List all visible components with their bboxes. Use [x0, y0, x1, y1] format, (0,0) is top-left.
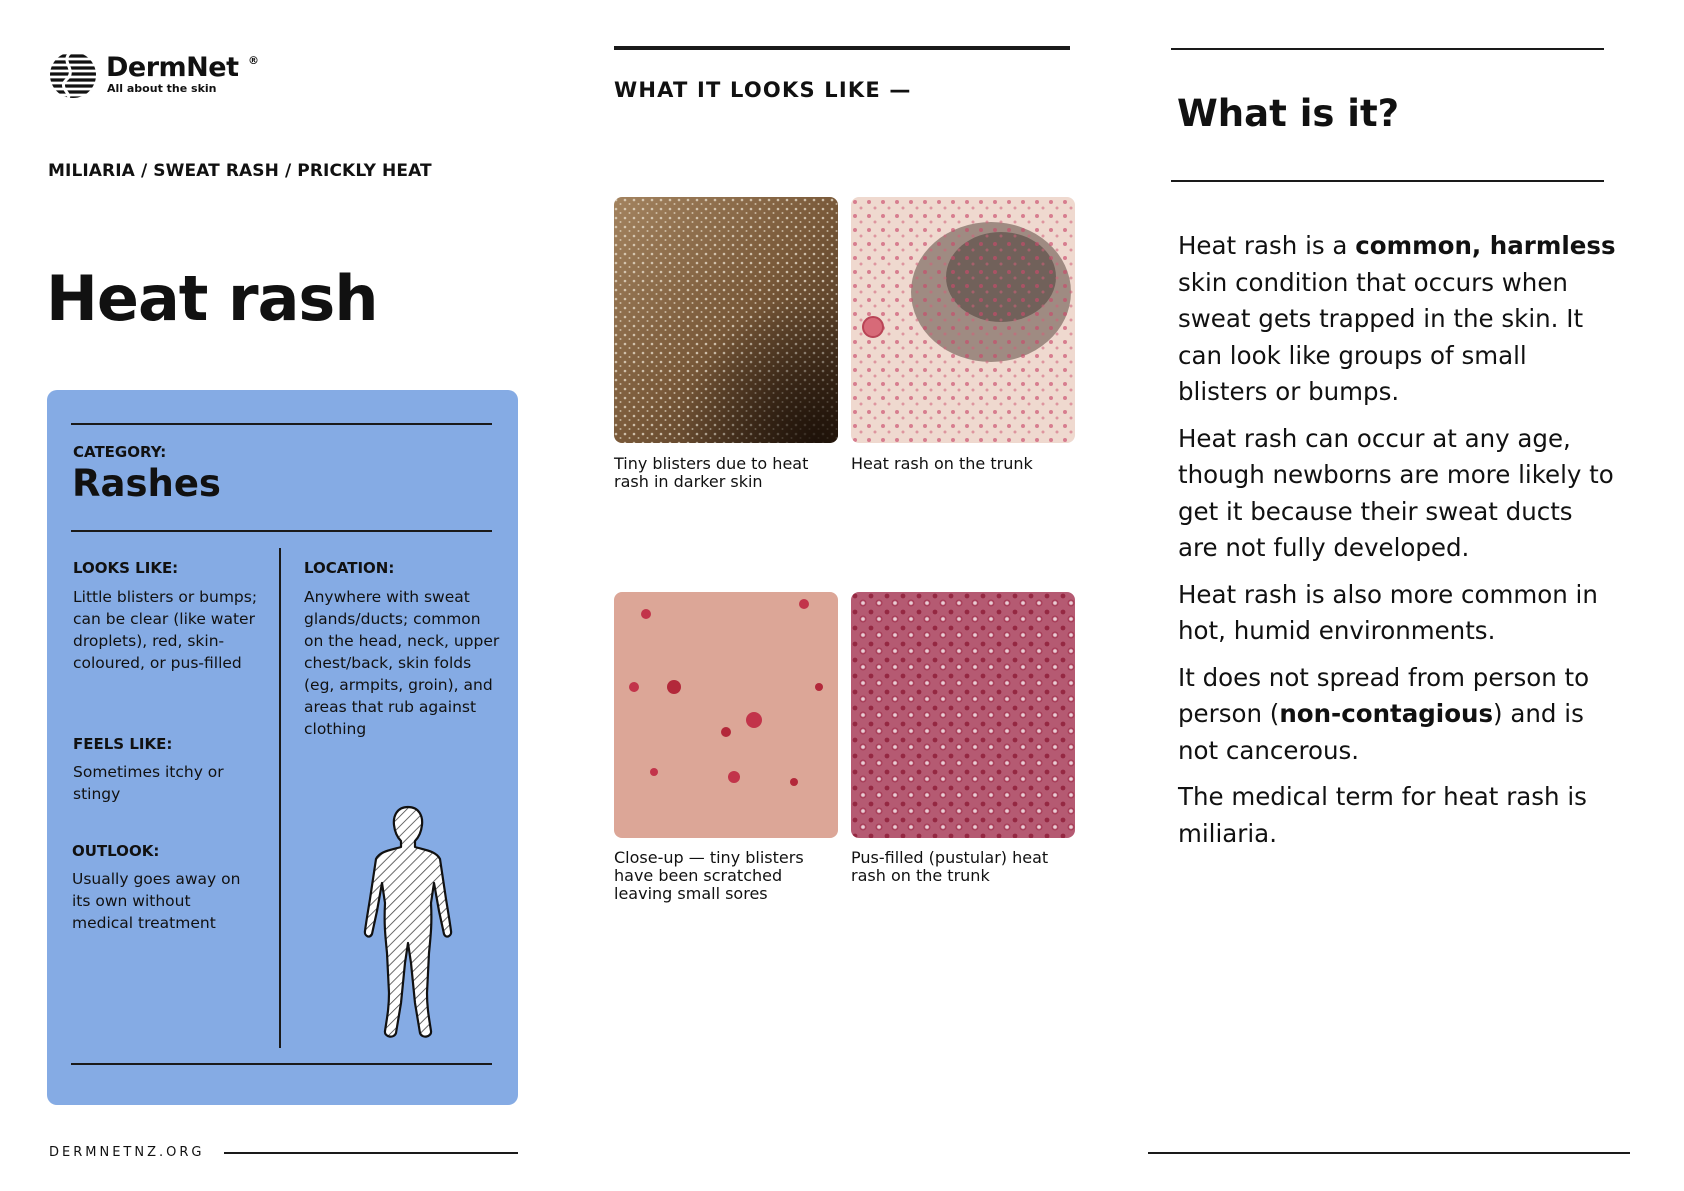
about-top-rule [1171, 48, 1604, 50]
site-url[interactable]: DERMNETNZ.ORG [49, 1145, 205, 1160]
footer-rule-left [224, 1152, 518, 1154]
looks-like-text: Little blisters or bumps; can be clear (like water droplets), red, skin-coloured, or pus-filled [73, 588, 258, 672]
location-label: LOCATION: [304, 559, 395, 577]
about-heading: What is it? [1177, 92, 1400, 135]
photo-scratched-sores[interactable] [614, 592, 838, 838]
dermnet-logo[interactable] [48, 50, 268, 100]
feels-like-text: Sometimes itchy or stingy [73, 763, 224, 803]
looks-like-label: LOOKS LIKE: [73, 559, 179, 577]
feels-like-label: FEELS LIKE: [73, 735, 173, 753]
card-mid-rule [71, 530, 492, 532]
caption-darker-skin-blisters: Tiny blisters due to heat rash in darker skin [614, 454, 809, 491]
card-top-rule [71, 423, 492, 425]
dermnet-globe-icon [48, 50, 98, 100]
caption-trunk-rash: Heat rash on the trunk [851, 454, 1033, 473]
brand-name: DermNet [106, 52, 239, 83]
info-card [47, 390, 518, 1105]
breadcrumb: MILIARIA / SWEAT RASH / PRICKLY HEAT [48, 161, 432, 181]
about-paragraph-3: Heat rash is also more common in hot, humid environments. [1178, 579, 1598, 645]
location-text: Anywhere with sweat glands/ducts; common on the head, neck, upper chest/back, skin folds (eg, armpits, groin), and areas that rub against clothing [304, 588, 500, 738]
outlook-text: Usually goes away on its own without medical treatment [72, 870, 241, 932]
about-paragraph-2: Heat rash can occur at any age, though newborns are more likely to get it because their sweat ducts are not fully developed. [1178, 423, 1614, 562]
human-body-figure-icon [363, 803, 453, 1043]
category-label: CATEGORY: [73, 443, 167, 461]
about-heading-rule [1171, 180, 1604, 182]
caption-pustular-rash: Pus-filled (pustular) heat rash on the trunk [851, 848, 1049, 885]
brand-tagline: All about the skin [107, 82, 217, 95]
photo-trunk-rash[interactable] [851, 197, 1075, 443]
photo-pustular-rash[interactable] [851, 592, 1075, 838]
category-value: Rashes [72, 462, 221, 505]
card-bottom-rule [71, 1063, 492, 1065]
about-paragraph-4: It does not spread from person to person (non-contagious) and is not cancerous. [1178, 662, 1590, 765]
about-paragraph-1: Heat rash is a common, harmless skin condition that occurs when sweat gets trapped in the skin. It can look like groups of small blisters or bumps. [1178, 231, 1616, 406]
card-column-divider [279, 548, 281, 1048]
footer-rule-right [1148, 1152, 1630, 1154]
about-body [1178, 228, 1618, 862]
about-paragraph-5: The medical term for heat rash is miliaria. [1178, 782, 1587, 848]
registered-mark: ® [248, 54, 259, 67]
outlook-label: OUTLOOK: [72, 842, 160, 860]
gallery-top-rule [614, 46, 1070, 50]
caption-scratched-sores: Close-up — tiny blisters have been scratched leaving small sores [614, 848, 804, 903]
page-title: Heat rash [46, 262, 378, 335]
gallery-heading: WHAT IT LOOKS LIKE — [614, 78, 912, 102]
photo-darker-skin-blisters[interactable] [614, 197, 838, 443]
